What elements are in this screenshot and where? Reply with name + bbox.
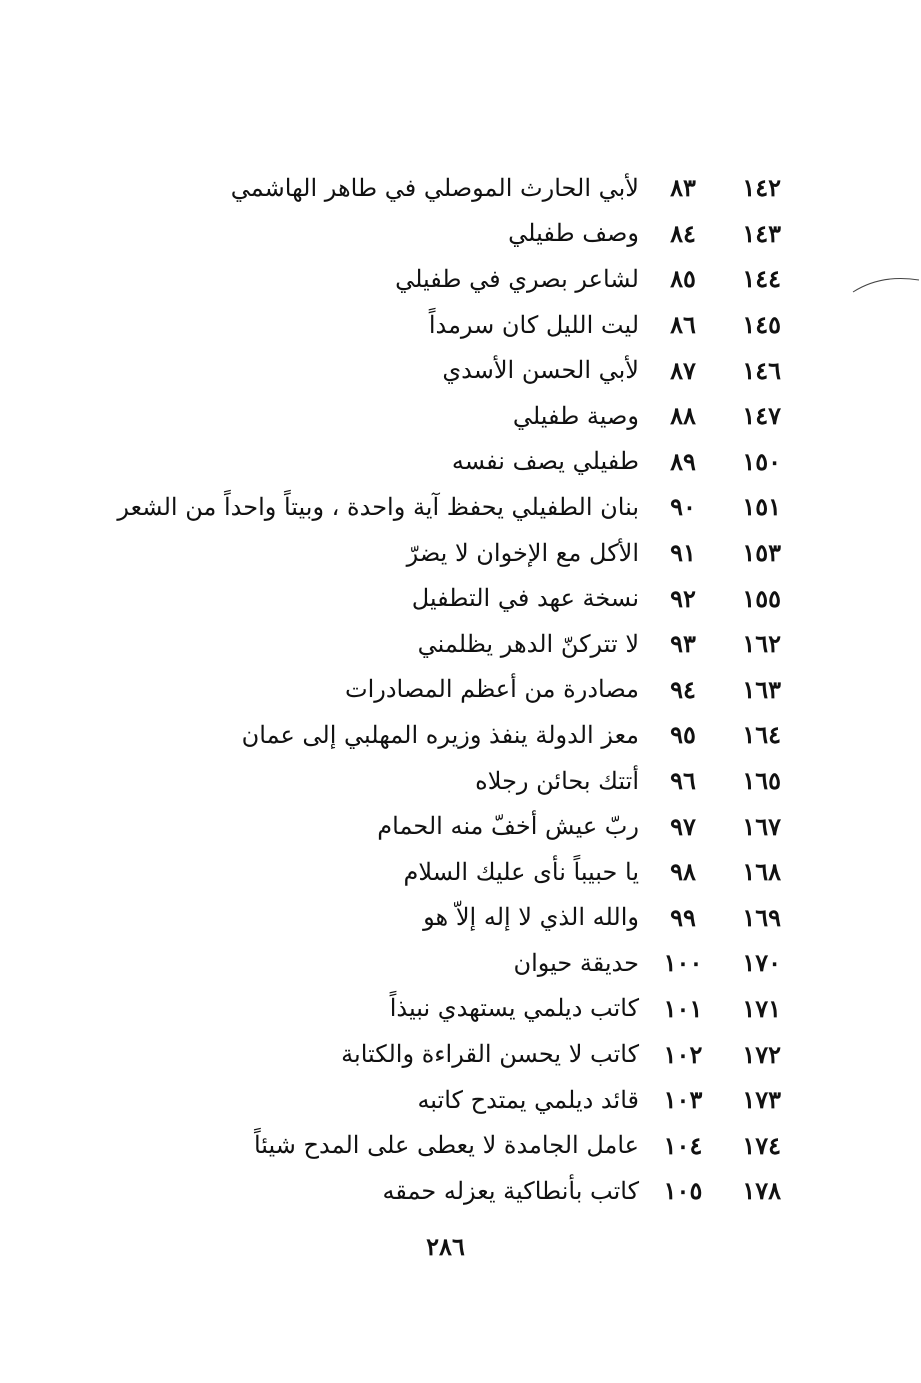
entry-title: الأكل مع الإخوان لا يضرّ	[406, 538, 639, 567]
toc-entry	[81, 256, 781, 302]
entry-number: ٩٥	[670, 720, 696, 750]
entry-number: ٨٣	[670, 173, 696, 203]
entry-title: معز الدولة ينفذ وزيره المهلبي إلى عمان	[241, 720, 639, 749]
entry-title: قائد ديلمي يمتدح كاتبه	[417, 1085, 639, 1114]
toc-entry	[81, 1031, 781, 1077]
entry-number: ٨٦	[670, 310, 696, 340]
entry-title: عامل الجامدة لا يعطى على المدح شيئاً	[253, 1131, 639, 1160]
entry-page-number: ١٤٤	[742, 264, 781, 294]
entry-number: ٨٤	[670, 218, 696, 248]
toc-entry	[81, 712, 781, 758]
entry-page-number: ١٤٥	[742, 310, 781, 340]
entry-number: ١٠٤	[663, 1130, 703, 1160]
entry-page-number: ١٦٢	[742, 629, 781, 659]
toc-entry	[81, 940, 781, 986]
entry-page-number: ١٧٢	[742, 1039, 781, 1069]
entry-number: ٨٥	[670, 264, 696, 294]
entry-title: كاتب بأنطاكية يعزله حمقه	[382, 1176, 639, 1205]
entry-page-number: ١٧٣	[742, 1085, 781, 1115]
toc-entry	[81, 575, 781, 621]
entry-number: ١٠٢	[663, 1039, 703, 1069]
toc-entry	[81, 347, 781, 393]
entry-page-number: ١٦٨	[742, 857, 781, 887]
entry-page-number: ١٤٦	[742, 355, 781, 385]
entry-title: ربّ عيش أخفّ منه الحمام	[377, 812, 639, 841]
entry-number: ٩٣	[670, 629, 696, 659]
entry-page-number: ١٧٠	[742, 948, 781, 978]
entry-title: لشاعر بصري في طفيلي	[395, 264, 639, 293]
entry-title: كاتب لا يحسن القراءة والكتابة	[341, 1040, 639, 1069]
entry-page-number: ١٦٥	[742, 766, 781, 796]
entry-page-number: ١٧١	[742, 993, 781, 1023]
toc-entry	[81, 758, 781, 804]
entry-title: حديقة حيوان	[513, 948, 639, 977]
entry-page-number: ١٦٣	[742, 674, 781, 704]
entry-title: لأبي الحسن الأسدي	[442, 356, 639, 385]
entry-page-number: ١٥١	[742, 492, 781, 522]
toc-entry	[81, 1122, 781, 1168]
entry-title: مصادرة من أعظم المصادرات	[344, 675, 639, 704]
toc-entry	[81, 895, 781, 941]
entry-number: ٩١	[670, 538, 696, 568]
entry-title: ليت الليل كان سرمداً	[428, 310, 639, 339]
entry-title: نسخة عهد في التطفيل	[411, 584, 639, 613]
toc-entry	[81, 211, 781, 257]
entry-page-number: ١٥٠	[742, 446, 781, 476]
toc-entry	[81, 849, 781, 895]
entry-title: كاتب ديلمي يستهدي نبيذاً	[389, 994, 639, 1023]
entry-page-number: ١٦٩	[742, 902, 781, 932]
entry-title: والله الذي لا إله إلاّ هو	[423, 903, 639, 932]
entry-page-number: ١٥٣	[742, 538, 781, 568]
entry-title: أتتك بحائن رجلاه	[475, 766, 639, 795]
entry-title: طفيلي يصف نفسه	[451, 447, 639, 476]
toc-entry	[81, 667, 781, 713]
entry-number: ٩٨	[670, 857, 696, 887]
entry-number: ٨٩	[670, 446, 696, 476]
entry-number: ٨٨	[670, 401, 696, 431]
entry-title: لأبي الحارث الموصلي في طاهر الهاشمي	[230, 173, 639, 202]
toc-entry	[81, 803, 781, 849]
page-number: ٢٨٦	[426, 1232, 465, 1261]
toc-entry	[81, 439, 781, 485]
entry-page-number: ١٧٤	[742, 1130, 781, 1160]
entry-number: ١٠٣	[663, 1085, 703, 1115]
toc-entry	[81, 165, 781, 211]
entry-number: ١٠١	[663, 993, 703, 1023]
entry-number: ٨٧	[670, 355, 696, 385]
table-of-contents	[81, 165, 781, 1214]
entry-number: ٩٩	[670, 902, 696, 932]
entry-page-number: ١٤٧	[742, 401, 781, 431]
margin-mark	[851, 270, 921, 310]
entry-title: بنان الطفيلي يحفظ آية واحدة ، وبيتاً واحداً من الشعر	[117, 492, 639, 521]
toc-entry	[81, 1077, 781, 1123]
entry-page-number: ١٧٨	[742, 1176, 781, 1206]
toc-entry	[81, 986, 781, 1032]
toc-entry	[81, 530, 781, 576]
entry-number: ٩٠	[670, 492, 696, 522]
toc-entry	[81, 393, 781, 439]
entry-number: ٩٢	[670, 583, 696, 613]
entry-page-number: ١٦٧	[742, 811, 781, 841]
entry-number: ١٠٥	[663, 1176, 703, 1206]
entry-title: وصية طفيلي	[512, 401, 639, 430]
entry-title: وصف طفيلي	[508, 219, 639, 248]
entry-title: يا حبيباً نأى عليك السلام	[403, 857, 639, 886]
entry-page-number: ١٥٥	[742, 583, 781, 613]
entry-title: لا تتركنّ الدهر يظلمني	[417, 629, 639, 658]
toc-entry	[81, 1168, 781, 1214]
entry-page-number: ١٤٣	[742, 218, 781, 248]
toc-entry	[81, 302, 781, 348]
entry-number: ٩٤	[670, 674, 696, 704]
entry-page-number: ١٦٤	[742, 720, 781, 750]
toc-entry	[81, 484, 781, 530]
toc-entry	[81, 621, 781, 667]
entry-page-number: ١٤٢	[742, 173, 781, 203]
entry-number: ١٠٠	[663, 948, 703, 978]
entry-number: ٩٧	[670, 811, 696, 841]
entry-number: ٩٦	[670, 766, 696, 796]
